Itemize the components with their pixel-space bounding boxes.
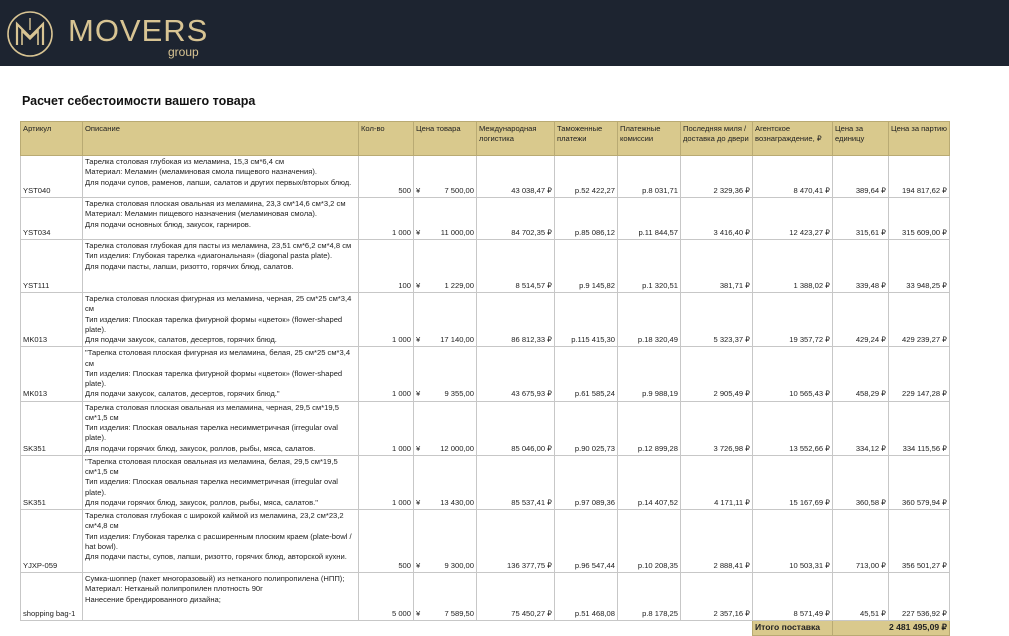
- row-description: Сумка-шоппер (пакет многоразовый) из нетканого полипропилена (НПП); Материал: Нетканый полипропилен плотность 90г Нанесение брендированного дизайна;: [83, 573, 359, 621]
- row-customs: р.9 145,82: [555, 240, 618, 293]
- row-price: [414, 198, 477, 240]
- row-batch-price: 229 147,28 ₽: [889, 347, 950, 401]
- row-agent-fee: 15 167,69 ₽: [753, 455, 833, 509]
- row-customs: р.96 547,44: [555, 510, 618, 573]
- row-qty: 1 000: [359, 347, 414, 401]
- header-bar: [0, 0, 1009, 66]
- row-price: [414, 347, 477, 401]
- price-value: 9 300,00: [444, 560, 474, 570]
- row-unit-price: 389,64 ₽: [833, 156, 889, 198]
- row-batch-price: 194 817,62 ₽: [889, 156, 950, 198]
- row-unit-price: 334,12 ₽: [833, 401, 889, 455]
- table-row: [21, 240, 950, 293]
- price-value: 9 355,00: [444, 389, 474, 399]
- col-header-description: Описание: [83, 122, 359, 156]
- price-value: 13 430,00: [440, 497, 474, 507]
- row-logistics: 84 702,35 ₽: [477, 198, 555, 240]
- row-batch-price: 227 536,92 ₽: [889, 573, 950, 621]
- row-customs: р.52 422,27: [555, 156, 618, 198]
- row-agent-fee: 19 357,72 ₽: [753, 293, 833, 347]
- table-row: [21, 510, 950, 573]
- row-qty: 5 000: [359, 573, 414, 621]
- currency-symbol: ¥: [416, 227, 421, 237]
- col-header-last-mile: Последняя миля / доставка до двери: [681, 122, 753, 156]
- row-description: Тарелка столовая глубокая для пасты из меламина, 23,51 см*6,2 см*4,8 см Тип изделия: Глубокая тарелка «диагональная» (diagonal pasta plate). Для подачи пасты, лапши, ризотто, горячих блюд, салатов.: [83, 240, 359, 293]
- row-logistics: 8 514,57 ₽: [477, 240, 555, 293]
- table-row: [21, 198, 950, 240]
- row-price: [414, 156, 477, 198]
- row-qty: 500: [359, 510, 414, 573]
- row-qty: 1 000: [359, 401, 414, 455]
- row-last-mile: 5 323,37 ₽: [681, 293, 753, 347]
- row-qty: 1 000: [359, 455, 414, 509]
- row-description: Тарелка столовая глубокая с широкой каймой из меламина, 23,2 см*23,2 см*4,8 см Тип изделия: Глубокая тарелка с расширенным плоским краем (plate-bowl / hat bowl). Для подачи пасты, супов, лапши, ризотто, горячих блюд, авторской кухни.: [83, 510, 359, 573]
- row-price: [414, 293, 477, 347]
- row-article: MK013: [21, 293, 83, 347]
- col-header-customs: Таможенные платежи: [555, 122, 618, 156]
- row-commission: р.11 844,57: [618, 198, 681, 240]
- row-article: YJXP-059: [21, 510, 83, 573]
- col-header-agent-fee: Агентское вознаграждение, ₽: [753, 122, 833, 156]
- row-agent-fee: 10 565,43 ₽: [753, 347, 833, 401]
- row-commission: р.12 899,28: [618, 401, 681, 455]
- row-last-mile: 2 329,36 ₽: [681, 156, 753, 198]
- row-unit-price: 339,48 ₽: [833, 240, 889, 293]
- row-logistics: 75 450,27 ₽: [477, 573, 555, 621]
- row-price: [414, 455, 477, 509]
- row-article: SK351: [21, 455, 83, 509]
- row-unit-price: 45,51 ₽: [833, 573, 889, 621]
- price-value: 11 000,00: [440, 227, 474, 237]
- row-unit-price: 429,24 ₽: [833, 293, 889, 347]
- brand-name: MOVERS: [68, 13, 209, 48]
- row-price: [414, 510, 477, 573]
- row-customs: р.51 468,08: [555, 573, 618, 621]
- row-description: Тарелка столовая плоская фигурная из меламина, черная, 25 см*25 см*3,4 см Тип изделия: Плоская тарелка фигурной формы «цветок» (flower-shaped plate). Для подачи закусок, салатов, десертов, горячих блюд.: [83, 293, 359, 347]
- row-unit-price: 458,29 ₽: [833, 347, 889, 401]
- price-value: 7 589,50: [444, 608, 474, 618]
- row-description: Тарелка столовая плоская овальная из меламина, черная, 29,5 см*19,5 см*1,5 см Тип изделия: Плоская овальная тарелка несимметричная (irregular oval plate). Для подачи горячих блюд, закусок, роллов, рыбы, мяса, салатов.: [83, 401, 359, 455]
- row-commission: р.8 031,71: [618, 156, 681, 198]
- row-batch-price: 315 609,00 ₽: [889, 198, 950, 240]
- currency-symbol: ¥: [416, 185, 421, 195]
- price-value: 12 000,00: [440, 443, 474, 453]
- row-agent-fee: 12 423,27 ₽: [753, 198, 833, 240]
- table-row: [21, 573, 950, 621]
- col-header-price: Цена товара: [414, 122, 477, 156]
- total-row: [21, 621, 950, 636]
- currency-symbol: ¥: [416, 280, 421, 290]
- col-header-logistics: Международная логистика: [477, 122, 555, 156]
- brand-sub: group: [168, 45, 199, 59]
- currency-symbol: ¥: [416, 443, 421, 453]
- total-value: 2 481 495,09 ₽: [833, 621, 950, 636]
- row-article: shopping bag-1: [21, 573, 83, 621]
- col-header-qty: Кол-во: [359, 122, 414, 156]
- price-value: 7 500,00: [444, 185, 474, 195]
- col-header-article: Артикул: [21, 122, 83, 156]
- row-agent-fee: 8 470,41 ₽: [753, 156, 833, 198]
- row-logistics: 43 038,47 ₽: [477, 156, 555, 198]
- row-customs: р.97 089,36: [555, 455, 618, 509]
- row-price: [414, 573, 477, 621]
- row-article: MK013: [21, 347, 83, 401]
- col-header-commission: Платежные комиссии: [618, 122, 681, 156]
- row-description: Тарелка столовая глубокая из меламина, 15,3 см*6,4 см Материал: Меламин (меламиновая смола пищевого назначения). Для подачи супов, раменов, лапши, салатов и других первых/вторых блюд.: [83, 156, 359, 198]
- row-qty: 1 000: [359, 198, 414, 240]
- movers-m-logo-icon: [6, 10, 54, 58]
- row-qty: 500: [359, 156, 414, 198]
- table-row: [21, 455, 950, 509]
- row-commission: р.9 988,19: [618, 347, 681, 401]
- total-label: Итого поставка: [753, 621, 833, 636]
- row-logistics: 86 812,33 ₽: [477, 293, 555, 347]
- col-header-batch-price: Цена за партию: [889, 122, 950, 156]
- row-unit-price: 315,61 ₽: [833, 198, 889, 240]
- currency-symbol: ¥: [416, 608, 421, 618]
- row-customs: р.85 086,12: [555, 198, 618, 240]
- row-batch-price: 33 948,25 ₽: [889, 240, 950, 293]
- row-logistics: 85 537,41 ₽: [477, 455, 555, 509]
- price-value: 1 229,00: [444, 280, 474, 290]
- row-batch-price: 360 579,94 ₽: [889, 455, 950, 509]
- row-agent-fee: 13 552,66 ₽: [753, 401, 833, 455]
- row-qty: 100: [359, 240, 414, 293]
- currency-symbol: ¥: [416, 335, 421, 344]
- row-agent-fee: 8 571,49 ₽: [753, 573, 833, 621]
- table-header-row: [21, 122, 950, 156]
- row-last-mile: 2 888,41 ₽: [681, 510, 753, 573]
- col-header-unit-price: Цена за единицу: [833, 122, 889, 156]
- row-article: YST040: [21, 156, 83, 198]
- row-price: [414, 401, 477, 455]
- row-last-mile: 3 416,40 ₽: [681, 198, 753, 240]
- table-row: [21, 401, 950, 455]
- currency-symbol: ¥: [416, 497, 421, 507]
- row-last-mile: 2 905,49 ₽: [681, 347, 753, 401]
- row-description: "Тарелка столовая плоская фигурная из меламина, белая, 25 см*25 см*3,4 см Тип изделия: Плоская тарелка фигурной формы «цветок» (flower-shaped plate). Для подачи закусок, салатов, десертов, горячих блюд.": [83, 347, 359, 401]
- row-agent-fee: 1 388,02 ₽: [753, 240, 833, 293]
- row-commission: р.10 208,35: [618, 510, 681, 573]
- row-batch-price: 356 501,27 ₽: [889, 510, 950, 573]
- row-article: YST034: [21, 198, 83, 240]
- row-commission: р.1 320,51: [618, 240, 681, 293]
- row-customs: р.115 415,30: [555, 293, 618, 347]
- row-agent-fee: 10 503,31 ₽: [753, 510, 833, 573]
- row-batch-price: 429 239,27 ₽: [889, 293, 950, 347]
- row-last-mile: 2 357,16 ₽: [681, 573, 753, 621]
- row-description: "Тарелка столовая плоская овальная из меламина, белая, 29,5 см*19,5 см*1,5 см Тип изделия: Плоская овальная тарелка несимметричная (irregular oval plate). Для подачи горячих блюд, закусок, роллов, рыбы, мяса, салатов.": [83, 455, 359, 509]
- cost-table: [20, 121, 950, 636]
- row-logistics: 43 675,93 ₽: [477, 347, 555, 401]
- row-unit-price: 713,00 ₽: [833, 510, 889, 573]
- row-commission: р.8 178,25: [618, 573, 681, 621]
- currency-symbol: ¥: [416, 389, 421, 399]
- row-article: YST111: [21, 240, 83, 293]
- row-customs: р.90 025,73: [555, 401, 618, 455]
- row-qty: 1 000: [359, 293, 414, 347]
- row-article: SK351: [21, 401, 83, 455]
- row-price: [414, 240, 477, 293]
- row-unit-price: 360,58 ₽: [833, 455, 889, 509]
- row-customs: р.61 585,24: [555, 347, 618, 401]
- row-commission: р.18 320,49: [618, 293, 681, 347]
- row-batch-price: 334 115,56 ₽: [889, 401, 950, 455]
- row-logistics: 136 377,75 ₽: [477, 510, 555, 573]
- row-last-mile: 3 726,98 ₽: [681, 401, 753, 455]
- row-logistics: 85 046,00 ₽: [477, 401, 555, 455]
- table-row: [21, 347, 950, 401]
- row-description: Тарелка столовая плоская овальная из меламина, 23,3 см*14,6 см*3,2 см Материал: Меламин пищевого назначения (меламиновая смола). Для подачи основных блюд, закусок, гарниров.: [83, 198, 359, 240]
- row-last-mile: 381,71 ₽: [681, 240, 753, 293]
- table-row: [21, 156, 950, 198]
- table-row: [21, 293, 950, 347]
- currency-symbol: ¥: [416, 560, 421, 570]
- row-commission: р.14 407,52: [618, 455, 681, 509]
- price-value: 17 140,00: [440, 335, 474, 344]
- row-last-mile: 4 171,11 ₽: [681, 455, 753, 509]
- page-title: Расчет себестоимости вашего товара: [22, 94, 256, 108]
